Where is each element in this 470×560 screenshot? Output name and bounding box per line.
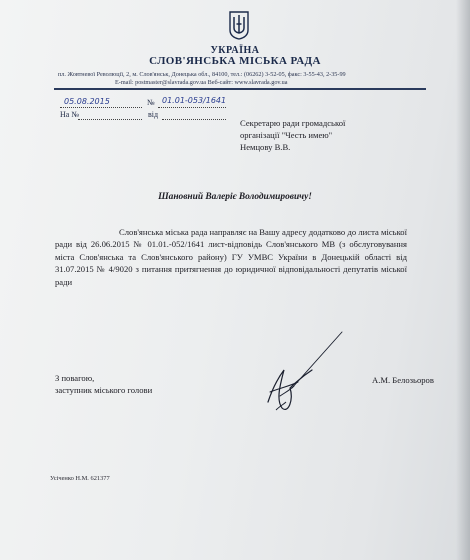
reference-from-line — [162, 119, 226, 120]
trident-emblem-icon — [228, 10, 250, 40]
registration-number: 01.01-053/1641 — [162, 96, 227, 105]
letterhead-council: СЛОВ'ЯНСЬКА МІСЬКА РАДА — [149, 55, 321, 67]
reference-on-line — [78, 119, 142, 120]
recipient-line-3: Немцову В.В. — [240, 142, 291, 152]
letterhead-email: E-mail: postmaster@slavrada.gov.ua Веб-сайт: www.slavrada.gov.ua — [115, 79, 288, 86]
executor-note: Усіченко Н.М. 621377 — [50, 475, 110, 482]
recipient-line-1: Секретарю ради громадської — [240, 118, 346, 128]
recipient-block — [240, 117, 450, 153]
handwritten-signature — [250, 330, 350, 420]
closing-line-1: З повагою, — [55, 373, 95, 383]
registration-number-line — [158, 107, 226, 108]
closing-block — [55, 372, 152, 396]
letterhead-address: пл. Жовтневої Революції, 2, м. Слов'янськ, Донецька обл., 84100, тел.: (06262) 3-52-05, факс: 3-55-43, 2-35-99 — [58, 71, 346, 78]
signer-name: А.М. Белозьоров — [372, 375, 434, 385]
letter-body: Слов'янська міська рада направляє на Вашу адресу додатково до листа міської ради від 26.06.2015 № 01.01.-052/1641 лист-відповідь Слов'янського МВ (з обслуговування міста Слов'янська та Слов'янського району) ГУ УМВС України в Донецькій області від 31.07.2015 № 4/9020 з питання притягнення до юридичної відповідальності депутатів міської ради — [55, 227, 407, 287]
registration-date-line — [60, 107, 142, 108]
closing-line-2: заступник міського голови — [55, 385, 153, 395]
recipient-line-2: організації "Честь имею" — [240, 130, 333, 140]
reference-from-label: від — [148, 110, 159, 119]
letterhead-country: УКРАЇНА — [210, 45, 260, 56]
page-edge-shadow — [456, 0, 470, 560]
registration-number-sign: № — [147, 98, 155, 107]
registration-date: 05.08.2015 — [64, 97, 110, 106]
reference-on-label: На № — [60, 110, 79, 119]
letterhead-divider — [54, 88, 426, 90]
salutation: Шановний Валеріє Володимировичу! — [158, 192, 312, 202]
